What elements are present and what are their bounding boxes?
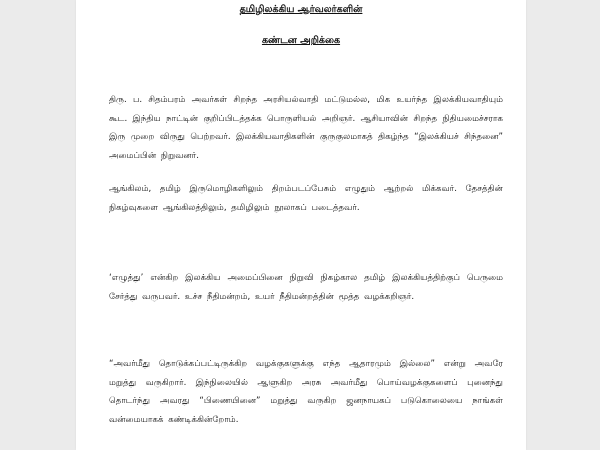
paragraph-3: ‘எழுத்து’ என்கிற இலக்கிய அமைப்பினை நிறுவி நிகழ்கால தமிழ் இலக்கியத்திற்குப் பெருமை சேர்த்து வருபவர். உச்ச நீதிமன்றம், உயர் நீதிமன்றத்தின் மூத்த வழக்கறிஞர். <box>109 273 503 302</box>
paragraph-4: “அவர்மீது தொடுக்கப்பட்டிருக்கிற வழக்குகளுக்கு எந்த ஆதாரமும் இல்லை” என்று அவரே மறுத்து வருகிறார். இந்நிலையில் ஆளுகிற அரசு அவர்மீது பொய்வழக்குகளைப் புனைந்து தொடர்ந்து அவரது “பிணையினை” மறுத்து வருகிற ஜனநாயகப் படுகொலையை நாங்கள் வன்மையாகக் கண்டிக்கின்றோம். <box>109 359 503 425</box>
document-page <box>76 0 526 450</box>
document-subtitle: கண்டன அறிக்கை <box>261 35 341 46</box>
paragraph-2: ஆங்கிலம், தமிழ் இருமொழிகளிலும் திறம்படப்பேசும் எழுதும் ஆற்றல் மிக்கவர். தேசத்தின் நிகழ்வுகளை ஆங்கிலத்திலும், தமிழிலும் நூலாகப் படைத்தவர். <box>109 184 503 213</box>
paragraph-1: திரு. ப. சிதம்பரம் அவர்கள் சிறந்த அரசியல்வாதி மட்டுமல்ல, மிக உயர்ந்த இலக்கியவாதியும் கூட. இந்திய நாட்டின் குறிப்பிடத்தக்க பொருளியல் அறிஞர். ஆசியாவின் சிறந்த நிதியமைச்சராக இரு முறை விருது பெற்றவர். இலக்கியவாதிகளின் குருகுலமாகத் திகழ்ந்த “இலக்கியச் சிந்தனை” அமைப்பின் நிறுவனர். <box>109 95 503 161</box>
document-title: தமிழிலக்கிய ஆர்வலர்களின் <box>239 4 363 15</box>
